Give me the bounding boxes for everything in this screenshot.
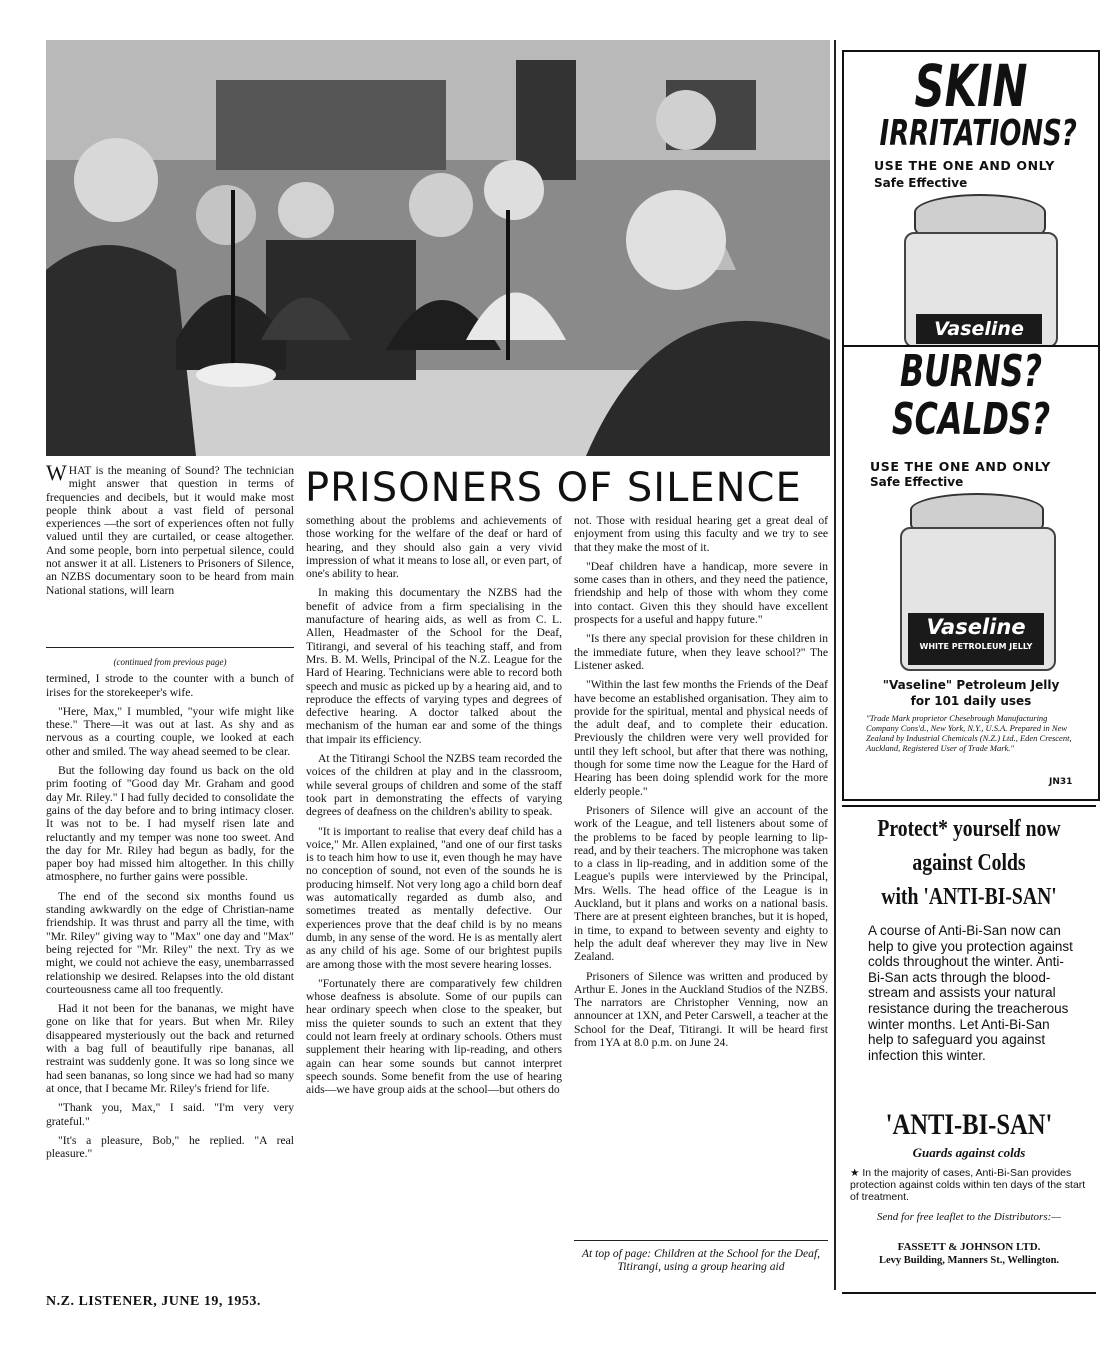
- photo-caption: At top of page: Children at the School for the Deaf, Titirangi, using a group hearing aid: [581, 1247, 821, 1273]
- vaseline-ad-bottom: [842, 345, 1100, 801]
- ad-tagline-1: "Vaseline" Petroleum Jelly: [882, 678, 1060, 692]
- article-paragraph: "It is important to realise that every deaf child has a voice," Mr. Allen explained, "and one of our first tasks is to teach him how to use it, even though he may have no conception of sound, not even of the sounds he is producing himself. Not very long ago a child born deaf was automatically regarded as dumb also, and sometimes treated as mentally defective. Our experiences prove that the deaf child is by no means dumb, in any sense of the word. He is as mentally alert as any child of his age. Some of our brightest pupils are among those with the most severe hearing losses.: [306, 824, 562, 971]
- ad-use-line: USE THE ONE AND ONLY: [874, 158, 1055, 173]
- ad-headline-scalds: SCALDS?: [891, 394, 1051, 445]
- article-headline: PRISONERS OF SILENCE: [305, 465, 802, 511]
- article-column-3: [574, 514, 828, 1055]
- article-column-1: [46, 460, 294, 603]
- article-paragraph: In making this documentary the NZBS had the benefit of advice from a firm specialising in the manufacture of hearing aids, as well as from C. L. Allen, Headmaster of the School for the Deaf, Titirangi, and several of his teaching staff, and from Mrs. B. M. Wells, Principal of the N.Z. League for the Hard of Hearing. Technicians were able to record both speech and music as picked up by a hearing aid, and to reproduce the effects of varying types and degrees of defective hearing. A doctor talked about the mechanism of the human ear and some of the things that impair its efficiency.: [306, 586, 562, 746]
- article-paragraph: not. Those with residual hearing get a great deal of enjoyment from using this faculty and we try to see that they make the most of it.: [574, 514, 828, 554]
- ad-headline-skin: SKIN: [914, 52, 1028, 120]
- story-paragraph: termined, I strode to the counter with a bunch of irises for the storekeeper's wife.: [46, 672, 294, 699]
- article-paragraph: "Fortunately there are comparatively few children whose deafness is absolute. Some of our pupils can hear ordinary speech when close to the speaker, but miss the quieter sounds to such an extent that they could not learn freely at ordinary schools. Others must supplement their hearing with lip-reading, and others again can hear some sounds but cannot interpret speech sounds. Some benefit from the use of hearing aids—we have group aids at the school—but others do: [306, 976, 562, 1097]
- intro-text: HAT is the meaning of Sound? The technician might answer that question in terms of frequencies and decibels, but it would make most people think about a vast field of personal experiences —the sort of experiences often not fully valued until they are curtailed, or cease altogether. And some people, born into perpetual silence, could not answer it at all. Listeners to Prisoners of Silence, an NZBS documentary soon to be heard from main National stations, will learn: [46, 464, 294, 597]
- ad-headline-3: with 'ANTI-BI-SAN': [881, 884, 1057, 910]
- ad-brand: 'ANTI-BI-SAN': [885, 1108, 1053, 1141]
- ad-safe-line: Safe Effective: [874, 176, 968, 190]
- ad-send: Send for free leaflet to the Distributors:—: [876, 1211, 1062, 1223]
- ad-address: Levy Building, Manners St., Wellington.: [878, 1255, 1060, 1266]
- article-paragraph: At the Titirangi School the NZBS team recorded the voices of the children at play and in the classroom, while several groups of children and some of the staff took part in demonstrating the effects of varying degrees of deafness on the children's ability to speak.: [306, 752, 562, 819]
- intro-paragraph: [46, 460, 294, 597]
- column-divider: [46, 647, 294, 648]
- article-paragraph: "Is there any special provision for these children in the immediate future, when they leave school?" The Listener asked.: [574, 632, 828, 672]
- antibisan-ad: [842, 805, 1096, 1294]
- article-paragraph: Prisoners of Silence was written and produced by Arthur E. Jones in the Auckland Studios of the NZBS. The narrators are Christopher Venning, now an announcer at 1XN, and Peter Carswell, a teacher at the School for the Deaf, Titirangi. It will be heard first from 1YA at 8.0 p.m. on June 24.: [574, 969, 828, 1049]
- ad-code: JN31: [1049, 777, 1073, 787]
- drop-cap: W: [46, 460, 67, 485]
- ad-headline-irritations: IRRITATIONS?: [879, 113, 1077, 154]
- continued-label: (continued from previous page): [113, 657, 227, 667]
- jar-brand-label: Vaseline: [916, 314, 1042, 344]
- story-paragraph: The end of the second six months found us standing awkwardly on the edge of Christian-name friendship. It was thrust and parry all the time, with "Mr. Riley" giving way to "Max" one day and "Max" being rejected for "Mr. Riley" the next. Try as we might, we could not achieve the easy, unembarrassed relationship we desired. Relapses into the old distant courteousness came all too frequently.: [46, 889, 294, 996]
- ad-headline-2: against Colds: [912, 850, 1026, 876]
- ad-tagline: [844, 677, 1098, 709]
- article-paragraph: "Within the last few months the Friends of the Deaf have become an established organisation. They aim to provide for the spiritual, mental and physical needs of the adult deaf, and to complete their education. Previously the children were very well provided for until they left school, but after that there was nothing, though for some time now the League for the Hard of Hearing has been doing splendid work for the more elderly people.": [574, 678, 828, 798]
- story-paragraph: "Here, Max," I mumbled, "your wife might like these." There—it was out at last. As shy and as nervous as a courting couple, we looked at each other and smiled. The way ahead seemed to be clear.: [46, 704, 294, 758]
- ad-use-line: USE THE ONE AND ONLY: [870, 459, 1051, 474]
- ad-headline-burns: BURNS?: [900, 346, 1042, 397]
- classroom-photo: [46, 40, 830, 456]
- ad-body: A course of Anti-Bi-San now can help to give you protection against colds throughout the winter. Anti-Bi-San acts through the blood-stream and assists your natural resistance during the treacherous winter months. Let Anti-Bi-San help to safeguard you against infection this winter.: [868, 923, 1073, 1063]
- ad-divider: [834, 40, 836, 1290]
- page-footer: N.Z. LISTENER, JUNE 19, 1953.: [46, 1294, 261, 1309]
- jar-brand: Vaseline: [926, 615, 1026, 639]
- story-paragraph: But the following day found us back on the old prim footing of "Good day Mr. Graham and good day Mr. Riley." I had fully decided to consolidate the gains of the day before and to bring intimacy closer. It was not to be. I had myself risen late and reluctantly and my temper was none too sweet. And the day for Mr. Riley had begun as badly, for the paper boy had missed him altogether. In this chilly atmosphere, no further gains were possible.: [46, 764, 294, 884]
- ad-safe-line: Safe Effective: [870, 475, 964, 489]
- story-paragraph: "Thank you, Max," I said. "I'm very very grateful.": [46, 1101, 294, 1128]
- ad-guards: Guards against colds: [912, 1145, 1026, 1160]
- article-paragraph: Prisoners of Silence will give an account of the work of the League, and tell listeners about some of the problems to be faced by people learning to lip-read, and by their teachers. The microphone was taken to a class in lip-reading, and in addition some of the League's pupils were interviewed by the Principal, Mrs. Wells. The head office of the League is in Auckland, but it plans and works on a national basis. There are at present eighteen branches, but it is hoped, in time, to expand to between seventy and eighty to help the adult deaf wherever they may live in New Zealand.: [574, 803, 828, 964]
- ad-headline-1: Protect* yourself now: [877, 816, 1061, 842]
- vaseline-ad-top: [842, 50, 1100, 349]
- caption-rule: [574, 1240, 828, 1241]
- article-paragraph: "Deaf children have a handicap, more severe in some cases than in others, and they need the patience, friendship and help of those with whom they come into contact. Given this they should have excellent prospects for a useful and happy future.": [574, 559, 828, 627]
- article-column-2: [306, 514, 562, 1102]
- jar-subtitle: WHITE PETROLEUM JELLY: [919, 642, 1033, 651]
- ad-note: ★ In the majority of cases, Anti-Bi-San provides protection against colds within ten days of the start of treatment.: [850, 1167, 1086, 1203]
- story-paragraph: Had it not been for the bananas, we might have gone on like that for years. But when Mr. Riley disappeared mysteriously out the back and returned with a bag full of beautifully ripe bananas, all restraint was suddenly gone. It was so long since we had seen bananas, so long since we had had so many at once, that I became Mr. Riley's friend for life.: [46, 1002, 294, 1095]
- jar-label: [908, 613, 1044, 665]
- story-paragraph: "It's a pleasure, Bob," he replied. "A real pleasure.": [46, 1133, 294, 1161]
- ad-tagline-2: for 101 daily uses: [910, 694, 1032, 708]
- story-column: [46, 650, 294, 1166]
- ad-small-print: "Trade Mark proprietor Chesebrough Manufacturing Company Cons'd., New York, N.Y., U.S.A. Prepared in New Zealand by Industrial Chemicals (N.Z.) Ltd., Eden Crescent, Auckland, Registered User of Trade Mark.": [866, 713, 1072, 753]
- ad-distributor: FASSETT & JOHNSON LTD.: [897, 1241, 1041, 1253]
- article-paragraph: something about the problems and achievements of those working for the welfare of the deaf or hard of hearing, and they should also gain a very vivid impression of what it means to lose all, or even part, of one's ability to hear.: [306, 514, 562, 581]
